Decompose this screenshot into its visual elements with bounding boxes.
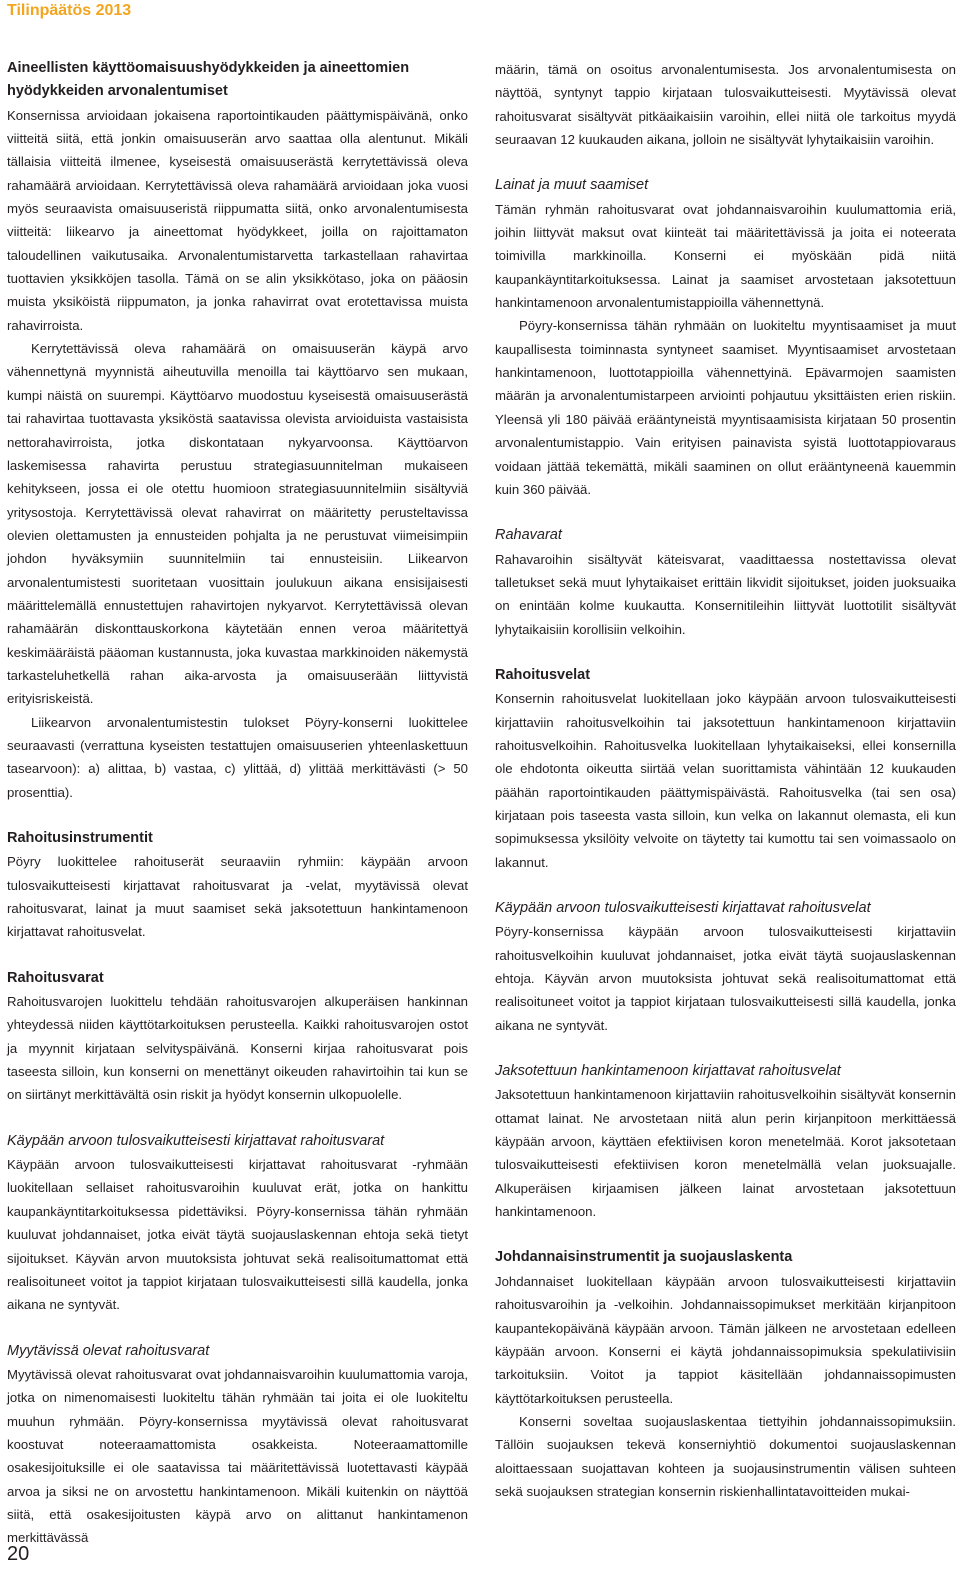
paragraph: Pöyry-konsernissa käypään arvoon tulosvaikutteisesti kirjattaviin rahoitusvelkoihin kuuluvat johdannaiset, jotka eivät täytä suojauslaskennan ehtoja. Käyvän arvon muutoksista johtuvat sekä realisoitumattomat että realisoituneet voitot ja tappiot kirjataan tulosvaikutteisesti sillä kaudella, jonka aikana ne syntyvät.	[495, 924, 956, 1033]
paragraph: Konsernin rahoitusvelat luokitellaan joko käypään arvoon tulosvaikutteisesti kirjattaviin rahoitusvelkoihin tai jaksotettuun hankintamenoon kirjattaviin rahoitusvelkoihin. Rahoitusvelka luokitellaan lyhytaikaiseksi, ellei konsernilla ole ehdotonta oikeutta siirtää velan suorittamista vähintään 12 kuukauden päähän raportointikauden päättymispäivästä. Rahoitusvelka (tai sen osa) kirjataan pois taseesta vasta silloin, kun velka on lakannut olemasta, eli kun sopimuksessa yksilöity velvoite on täytetty tai kumottu tai sen voimassaolo on lakannut.	[495, 691, 956, 870]
report-title: Tilinpäätös 2013	[7, 2, 132, 19]
paragraph: Pöyry-konsernissa tähän ryhmään on luokiteltu myyntisaamiset ja muut kaupallisesta toiminnasta syntyneet saamiset. Myyntisaamiset arvostetaan hankintamenoon, luottotappioilla vähennettyinä. Epävarmojen saamisten määrän ja arvonalentumistarpeen arviointi pohjautuu yksittäisten erien riskiin. Yleensä yli 180 päivää erääntyneistä myyntisaamisista kirjataan 50 prosentin arvonalentumistappio. Vain erityisen painavista syistä luottotappiovaraus voidaan jättää tekemättä, mikäli saaminen on ollut erääntyneenä kauemmin kuin 360 päivää.	[495, 318, 956, 497]
subheading-cash: Rahavarat	[495, 527, 562, 544]
section-heading-impairment: Aineellisten käyttöomaisuushyödykkeiden ja aineettomien hyödykkeiden arvonalentumiset	[7, 60, 410, 100]
paragraph: Pöyry luokittelee rahoituserät seuraaviin ryhmiin: käypään arvoon tulosvaikutteisesti kirjattavat rahoitusvarat ja -velat, myytävissä olevat rahoitusvarat, lainat ja muut saamiset sekä jaksotettuun hankintamenoon kirjattavat rahoitusvelat.	[7, 854, 468, 940]
subheading-loans-receivables: Lainat ja muut saamiset	[495, 177, 649, 194]
paragraph: Konserni soveltaa suojauslaskentaa tiettyihin johdannaissopimuksiin. Tällöin suojauksen tekevä konserniyhtiö dokumentoi suojauslaskennan aloittaessaan suojattavan kohteen ja suojausinstrumentin välisen suhteen sekä suojauksen strategian konsernin riskienhallintatavoitteiden mukai-	[495, 1413, 956, 1499]
paragraph: Liikearvon arvonalentumistestin tulokset Pöyry-konserni luokittelee seuraavasti (verrattuna kyseisten testattujen omaisuuserien yhteenlaskettuun tasearvoon): a) alittaa, b) vastaa, c) ylittää, d) ylittää merkittävästi (> 50 prosenttia).	[7, 714, 468, 800]
paragraph: Konsernissa arvioidaan jokaisena raportointikauden päättymispäivänä, onko viitteitä siitä, että jonkin omaisuuserän arvo saattaa olla alentunut. Mikäli tällaisia viitteitä ilmenee, kyseisestä omaisuuserästä kerrytettävissä oleva rahamäärä arvioidaan. Kerrytettävissä oleva rahamäärä arvioidaan joka vuosi myös seuraavista omaisuuseristä riippumatta siitä, onko arvonalentumisesta viitteitä: liikearvo ja aineettomat hyödykkeet, joilla on rajoittamaton taloudellinen vaikutusaika. Arvonalentumistarvetta tarkastellaan rahavirtaa tuottavien yksikköjen tasolla. Tämä on se alin yksikkötaso, joka on pääosin muista yksiköistä riippumaton, ja jonka rahavirrat ovat erotettavissa muista rahavirroista.	[7, 107, 468, 333]
paragraph: Myytävissä olevat rahoitusvarat ovat johdannaisvaroihin kuulumattomia varoja, jotka on nimenomaisesti luokiteltu tähän ryhmään tai joita ei ole luokiteltu muuhun ryhmään. Pöyry-konsernissa myytävissä olevat rahoitusvarat koostuvat noteeraamattomista osakkeista. Noteeraamattomille osakesijoituksille ei ole saatavissa tai määritettävissä luotettavasti käypää arvoa ja siksi ne on arvostettu hankintamenoon. Mikäli kuitenkin on näyttöä siitä, että osakesijoitusten käypä arvo on alittanut hankintamenon merkittävässä	[7, 1366, 468, 1546]
section-heading-financial-assets: Rahoitusvarat	[7, 969, 104, 986]
paragraph: Johdannaiset luokitellaan käypään arvoon tulosvaikutteisesti kirjattaviin rahoitusvaroihin ja -velkoihin. Johdannaissopimukset merkitään kirjanpitoon kaupantekopäivänä käypään arvoon. Tämän jälkeen ne arvostetaan edelleen käypään arvoon. Konserni ei käytä johdannaissopimuksia spekulatiivisiin tarkoituksiin. Voitot ja tappiot käsitellään johdannaissopimusten käyttötarkoituksen perusteella.	[495, 1273, 956, 1406]
subheading-afs-assets: Myytävissä olevat rahoitusvarat	[7, 1342, 210, 1359]
paragraph: Kerrytettävissä oleva rahamäärä on omaisuuserän käypä arvo vähennettynä myynnistä aiheutuvilla menoilla tai käyttöarvo sen mukaan, kumpi näistä on suurempi. Käyttöarvo muodostuu kyseisestä omaisuuserästä tai rahavirtaa tuottavasta yksiköstä saatavissa olevista arvioiduista vastaisista nettorahavirroista, jotka diskontataan nykyarvoonsa. Käyttöarvon laskemisessa rahavirta perustuu strategiasuunnitelman mukaiseen kehitykseen, jossa ei ole otettu huomioon strategiasuunnitelmiin sisältyviä yritysostoja. Kerrytettävissä olevat rahavirrat on määritetty perusteltavissa olevien olettamusten ja ennusteiden pohjalta ja ne perustuvat viimeisimpiin johdon hyväksymiin suunnitelmiin tai ennusteisiin. Liikearvon arvonalentumistesti suoritetaan vuosittain joulukuun aikana ensisijaisesti määrittelemällä ennustettujen rahavirtojen nykyarvot. Kerrytettävissä olevan rahamäärän diskonttauskorkona käytetään ennen veroa määritettyä keskimääräistä pääoman kustannusta, joka kuvastaa markkinoiden näkemystä tarkasteluhetkellä rahan aika-arvosta ja omaisuuserään liittyvistä erityisriskeistä.	[7, 341, 468, 707]
paragraph: Rahoitusvarojen luokittelu tehdään rahoitusvarojen alkuperäisen hankinnan yhteydessä niiden käyttötarkoituksen perusteella. Kaikki rahoitusvarojen ostot ja myynnit kirjataan selvityspäivänä. Konserni kirjaa rahoitusvarat pois taseesta silloin, kun konserni on menettänyt oikeuden rahavirtoihin tai kun se on siirtänyt merkittävältä osin riskit ja hyödyt konsernin ulkopuolelle.	[7, 994, 468, 1103]
paragraph: Rahavaroihin sisältyvät käteisvarat, vaadittaessa nostettavissa olevat talletukset sekä muut lyhytaikaiset erittäin likvidit sijoitukset, joiden juoksuaika on enintään kolme kuukautta. Konsernitileihin liittyvät luottotilit sisältyvät lyhytaikaisiin korollisiin velkoihin.	[495, 551, 956, 637]
paragraph: Jaksotettuun hankintamenoon kirjattaviin rahoitusvelkoihin sisältyvät konsernin ottamat lainat. Ne arvostetaan niitä alun perin kirjanpitoon merkittäessä käypään arvoon, käyttäen efektiivisen koron menetelmää. Korot jaksotetaan tulosvaikutteisesti efektiivisen koron menetelmällä velan juoksuajalle. Alkuperäisen kirjaamisen jälkeen lainat arvostetaan jaksotettuun hankintamenoon.	[495, 1087, 956, 1220]
section-heading-financial-instruments: Rahoitusinstrumentit	[7, 830, 153, 846]
page-number: 20	[7, 1543, 30, 1565]
left-column	[7, 57, 468, 1550]
section-heading-financial-liabilities: Rahoitusvelat	[495, 666, 591, 683]
section-heading-derivatives: Johdannaisinstrumentit ja suojauslaskenta	[495, 1249, 793, 1266]
subheading-fvtpl-assets: Käypään arvoon tulosvaikutteisesti kirjattavat rahoitusvarat	[7, 1132, 385, 1149]
subheading-amortised-liabilities: Jaksotettuun hankintamenoon kirjattavat rahoitusvelat	[495, 1063, 841, 1080]
paragraph: määrin, tämä on osoitus arvonalentumisesta. Jos arvonalentumisesta on näyttöä, syntynyt tappio kirjataan tulosvaikutteisesti. Myytävissä olevat rahoitusvarat sisältyvät pitkäaikaisiin varoihin, ellei niitä ole tarkoitus myydä seuraavan 12 kuukauden aikana, jolloin ne sisältyvät lyhytaikaisiin varoihin.	[495, 62, 956, 148]
paragraph: Käypään arvoon tulosvaikutteisesti kirjattavat rahoitusvarat -ryhmään luokitellaan sellaiset rahoitusvaroihin kuuluvat erät, jotka on hankittu kaupankäyntitarkoituksessa pidettäviksi. Pöyry-konsernissa tähän ryhmään kuuluvat johdannaiset, jotka eivät täytä suojauslaskennan ehtoja sekä tietyt sijoitukset. Käyvän arvon muutoksista johtuvat sekä realisoitumattomat että realisoituneet voitot ja tappiot kirjataan tulosvaikutteisesti sillä kaudella, jonka aikana ne syntyvät.	[7, 1157, 468, 1313]
subheading-fvtpl-liabilities: Käypään arvoon tulosvaikutteisesti kirjattavat rahoitusvelat	[495, 900, 871, 916]
right-column	[495, 58, 956, 1503]
paragraph: Tämän ryhmän rahoitusvarat ovat johdannaisvaroihin kuulumattomia eriä, joihin liittyvät maksut ovat kiinteät tai määritettävissä ja joita ei noteerata toimivilla markkinoilla. Konserni ei myöskään pidä niitä kaupankäyntitarkoituksessa. Lainat ja saamiset arvostetaan jaksotettuun hankintamenoon arvonalentumistappioilla vähennettynä.	[495, 201, 956, 311]
